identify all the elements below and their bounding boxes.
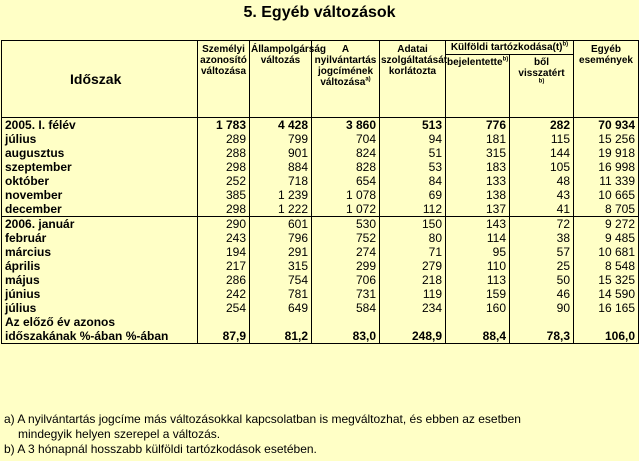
cell: 530	[312, 217, 380, 232]
cell: 88,4	[446, 329, 510, 344]
row-label: június	[2, 287, 198, 301]
cell: 776	[446, 118, 510, 133]
cell: 1 239	[250, 188, 312, 202]
table-row-compare	[2, 329, 639, 344]
cell: 110	[446, 259, 510, 273]
table-row	[2, 273, 639, 287]
cell: 4 428	[250, 118, 312, 133]
table-row	[2, 259, 639, 273]
cell: 57	[510, 245, 574, 259]
cell: 1 078	[312, 188, 380, 202]
cell: 754	[250, 273, 312, 287]
cell: 159	[446, 287, 510, 301]
row-label: február	[2, 231, 198, 245]
header-period: Időszak	[2, 41, 198, 118]
cell: 601	[250, 217, 312, 232]
cell: 81,2	[250, 329, 312, 344]
row-label: 2006. január	[2, 217, 198, 232]
page-title: 5. Egyéb változások	[243, 4, 396, 21]
cell: 243	[198, 231, 250, 245]
compare-label-line1: Az előző év azonos	[2, 315, 198, 329]
cell: 119	[380, 287, 446, 301]
cell: 286	[198, 273, 250, 287]
cell: 315	[446, 146, 510, 160]
cell: 19 918	[574, 146, 639, 160]
row-label: november	[2, 188, 198, 202]
table-row	[2, 217, 639, 232]
cell: 1 222	[250, 202, 312, 217]
row-label: július	[2, 132, 198, 146]
cell: 133	[446, 174, 510, 188]
cell: 513	[380, 118, 446, 133]
cell: 113	[446, 273, 510, 287]
cell: 71	[380, 245, 446, 259]
header-personal-id-change: Személyi azonosító változása	[198, 41, 250, 118]
cell: 718	[250, 174, 312, 188]
data-table	[1, 40, 639, 344]
cell: 9 272	[574, 217, 639, 232]
row-label: július	[2, 301, 198, 315]
header-registration-title-change: A nyilvántartás jogcímének változása$^{a)}$	[312, 41, 380, 118]
cell: 106,0	[574, 329, 639, 344]
cell: 217	[198, 259, 250, 273]
table-row	[2, 118, 639, 133]
cell: 796	[250, 231, 312, 245]
table-row-compare-label	[2, 315, 639, 329]
table-row	[2, 174, 639, 188]
cell: 299	[312, 259, 380, 273]
cell: 15 325	[574, 273, 639, 287]
cell: 279	[380, 259, 446, 273]
cell: 83,0	[312, 329, 380, 344]
header-other-events: Egyéb események	[574, 41, 639, 118]
cell: 84	[380, 174, 446, 188]
cell: 385	[198, 188, 250, 202]
cell: 289	[198, 132, 250, 146]
cell: 105	[510, 160, 574, 174]
row-label: 2005. I. félév	[2, 118, 198, 133]
cell: 704	[312, 132, 380, 146]
table-row	[2, 188, 639, 202]
table-row	[2, 287, 639, 301]
cell: 298	[198, 160, 250, 174]
cell: 1 072	[312, 202, 380, 217]
cell: 752	[312, 231, 380, 245]
cell: 160	[446, 301, 510, 315]
cell: 143	[446, 217, 510, 232]
cell: 649	[250, 301, 312, 315]
table-row	[2, 245, 639, 259]
cell: 731	[312, 287, 380, 301]
cell: 242	[198, 287, 250, 301]
cell: 183	[446, 160, 510, 174]
cell: 144	[510, 146, 574, 160]
cell: 78,3	[510, 329, 574, 344]
footnote-a-continued: mindegyik helyen szerepel a változás.	[18, 427, 221, 441]
cell: 234	[380, 301, 446, 315]
header-returned: ből visszatért $^{b)}$	[510, 55, 574, 118]
cell: 282	[510, 118, 574, 133]
footnote-b: b) A 3 hónapnál hosszabb külföldi tartózkodások esetében.	[4, 442, 317, 456]
cell: 194	[198, 245, 250, 259]
cell: 50	[510, 273, 574, 287]
cell: 16 165	[574, 301, 639, 315]
row-label: december	[2, 202, 198, 217]
cell: 654	[312, 174, 380, 188]
row-label: április	[2, 259, 198, 273]
cell: 80	[380, 231, 446, 245]
cell: 1 783	[198, 118, 250, 133]
cell: 9 485	[574, 231, 639, 245]
header-reported: bejelentette$^{b)}$	[446, 55, 510, 118]
cell: 38	[510, 231, 574, 245]
row-label: augusztus	[2, 146, 198, 160]
table-row	[2, 132, 639, 146]
table-row	[2, 146, 639, 160]
cell: 218	[380, 273, 446, 287]
cell: 15 256	[574, 132, 639, 146]
cell: 72	[510, 217, 574, 232]
cell: 781	[250, 287, 312, 301]
cell: 290	[198, 217, 250, 232]
cell: 90	[510, 301, 574, 315]
cell: 901	[250, 146, 312, 160]
cell: 884	[250, 160, 312, 174]
cell: 70 934	[574, 118, 639, 133]
cell: 315	[250, 259, 312, 273]
cell: 51	[380, 146, 446, 160]
cell: 138	[446, 188, 510, 202]
cell: 69	[380, 188, 446, 202]
cell: 150	[380, 217, 446, 232]
header-citizenship-change: Állampolgárság változás	[250, 41, 312, 118]
cell: 112	[380, 202, 446, 217]
row-label: október	[2, 174, 198, 188]
cell: 706	[312, 273, 380, 287]
table-row	[2, 160, 639, 174]
cell: 799	[250, 132, 312, 146]
row-label: március	[2, 245, 198, 259]
cell: 114	[446, 231, 510, 245]
cell: 181	[446, 132, 510, 146]
cell: 94	[380, 132, 446, 146]
cell: 824	[312, 146, 380, 160]
cell: 95	[446, 245, 510, 259]
compare-label-line2: időszakának %-ában %-ában	[2, 329, 198, 344]
header-foreign-stay-group: Külföldi $tartózkodása(t)^{b)}$	[446, 41, 574, 55]
cell: 248,9	[380, 329, 446, 344]
cell: 10 681	[574, 245, 639, 259]
cell: 252	[198, 174, 250, 188]
cell: 584	[312, 301, 380, 315]
table-row	[2, 202, 639, 217]
cell: 41	[510, 202, 574, 217]
row-label: szeptember	[2, 160, 198, 174]
cell: 87,9	[198, 329, 250, 344]
cell: 137	[446, 202, 510, 217]
cell: 3 860	[312, 118, 380, 133]
cell: 274	[312, 245, 380, 259]
table-row	[2, 301, 639, 315]
row-label: május	[2, 273, 198, 287]
cell: 46	[510, 287, 574, 301]
cell: 14 590	[574, 287, 639, 301]
cell: 828	[312, 160, 380, 174]
cell: 43	[510, 188, 574, 202]
table-row	[2, 231, 639, 245]
cell: 53	[380, 160, 446, 174]
cell: 291	[250, 245, 312, 259]
cell: 298	[198, 202, 250, 217]
cell: 11 339	[574, 174, 639, 188]
cell: 254	[198, 301, 250, 315]
footnotes	[4, 412, 636, 457]
footnote-a: a) A nyilvántartás jogcíme más változásokkal kapcsolatban is megváltozhat, és ebben az esetben	[4, 412, 521, 426]
cell: 10 665	[574, 188, 639, 202]
header-data-service-restricted: Adatai szolgáltatását korlátozta	[380, 41, 446, 118]
cell: 8 548	[574, 259, 639, 273]
cell: 115	[510, 132, 574, 146]
cell: 16 998	[574, 160, 639, 174]
cell: 288	[198, 146, 250, 160]
cell: 25	[510, 259, 574, 273]
cell: 8 705	[574, 202, 639, 217]
cell: 48	[510, 174, 574, 188]
